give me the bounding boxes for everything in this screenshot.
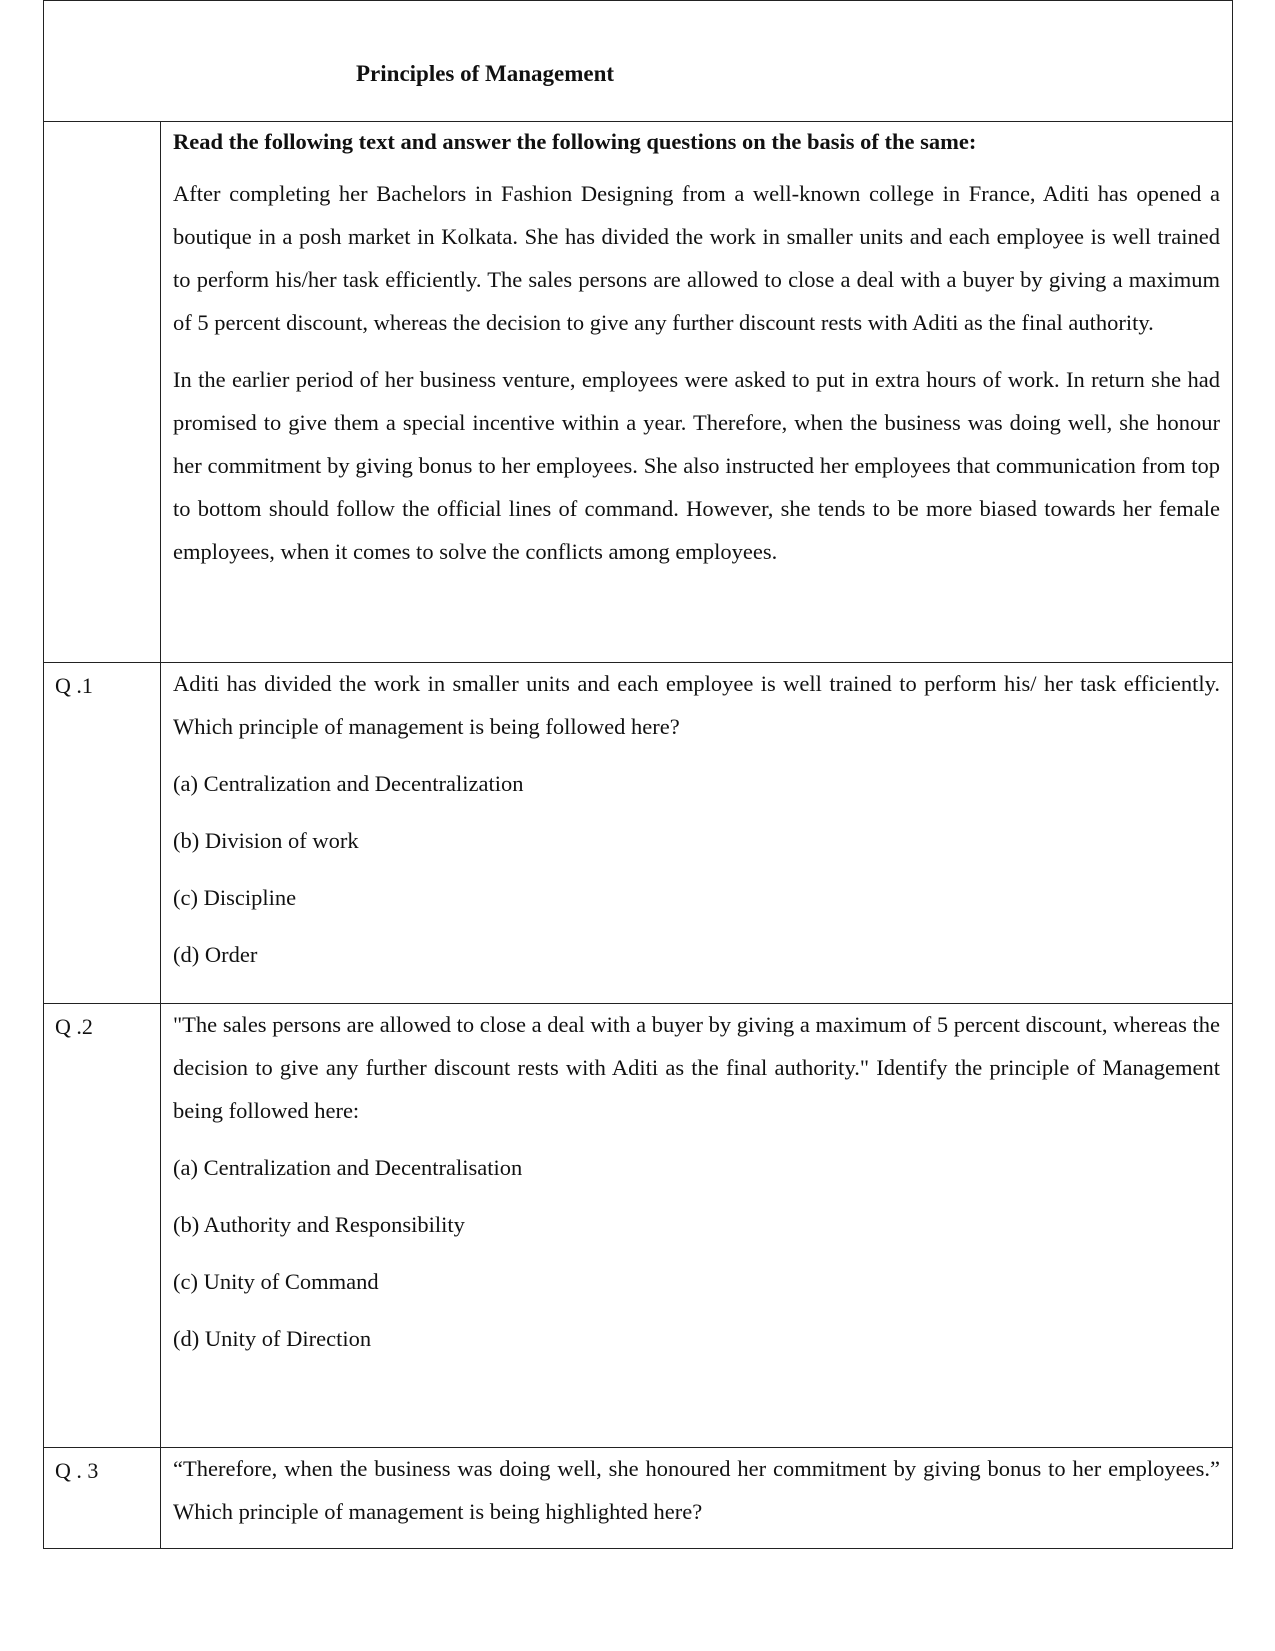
option-a: (a) Centralization and Decentralization <box>173 771 524 796</box>
option-d: (d) Order <box>173 942 258 967</box>
option-d: (d) Unity of Direction <box>173 1326 372 1351</box>
question-row-2 <box>44 1004 1232 1448</box>
question-text: “Therefore, when the business was doing well, she honoured her commitment by giving bonus to her employees.” Which principle of management is being highlighted here? <box>173 1456 1220 1524</box>
question-row-1 <box>44 663 1232 1004</box>
page-title: Principles of Management <box>356 61 615 86</box>
question-cell <box>161 1448 1232 1548</box>
option-c: (c) Unity of Command <box>173 1269 379 1294</box>
question-text: Aditi has divided the work in smaller units and each employee is well trained to perform his/ her task efficiently. Which principle of management is being followed here? <box>173 671 1220 739</box>
passage-paragraph-1: After completing her Bachelors in Fashion Designing from a well-known college in France, Aditi has opened a boutique in a posh market in Kolkata. She has divided the work in smaller units and each employee is well trained to perform his/her task efficiently. The sales persons are allowed to close a deal with a buyer by giving a maximum of 5 percent discount, whereas the decision to give any further discount rests with Aditi as the final authority. <box>173 181 1220 335</box>
question-cell <box>161 663 1232 1003</box>
question-label: Q .2 <box>44 1004 161 1447</box>
option-c: (c) Discipline <box>173 885 297 910</box>
question-label: Q . 3 <box>44 1448 161 1548</box>
passage-heading: Read the following text and answer the following questions on the basis of the same: <box>173 129 977 154</box>
passage-row <box>44 122 1232 663</box>
question-label: Q .1 <box>44 663 161 1003</box>
question-row-3 <box>44 1448 1232 1548</box>
title-row <box>44 1 1232 122</box>
passage-paragraph-2: In the earlier period of her business venture, employees were asked to put in extra hours of work. In return she had promised to give them a special incentive within a year. Therefore, when the business was doing well, she honour her commitment by giving bonus to her employees. She also instructed her employees that communication from top to bottom should follow the official lines of command. However, she tends to be more biased towards her female employees, when it comes to solve the conflicts among employees. <box>173 367 1220 564</box>
question-cell <box>161 1004 1232 1447</box>
option-b: (b) Division of work <box>173 828 359 853</box>
passage-label-cell <box>44 122 161 662</box>
passage-cell <box>161 122 1232 662</box>
option-a: (a) Centralization and Decentralisation <box>173 1155 523 1180</box>
worksheet-table <box>43 0 1233 1549</box>
option-b: (b) Authority and Responsibility <box>173 1212 465 1237</box>
question-text: "The sales persons are allowed to close a deal with a buyer by giving a maximum of 5 percent discount, whereas the decision to give any further discount rests with Aditi as the final authority." Identify the principle of Management being followed here: <box>173 1012 1220 1123</box>
